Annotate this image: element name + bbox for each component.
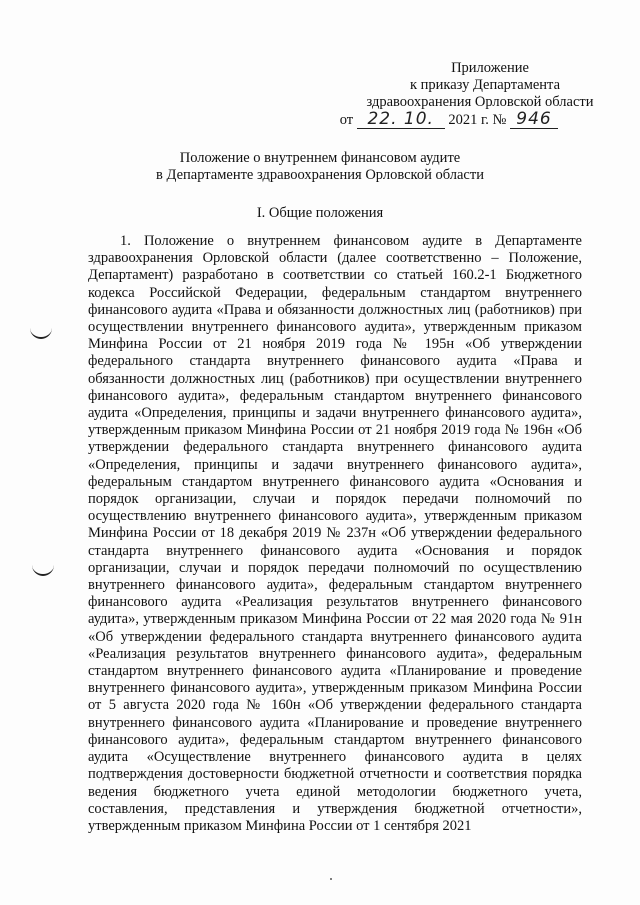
handwritten-order-number: 946 [510, 111, 558, 129]
appendix-department-line: здравоохранения Орловской области [366, 94, 594, 110]
document-title-line-1: Положение о внутреннем финансовом аудите [179, 150, 461, 166]
handwritten-date: 22. 10. [357, 111, 445, 129]
scan-speck [330, 878, 332, 880]
section-heading: I. Общие положения [256, 205, 384, 221]
year-number-label: 2021 г. № [448, 112, 507, 128]
appendix-title: Приложение [451, 60, 529, 76]
document-title-line-2: в Департаменте здравоохранения Орловской области [156, 167, 484, 183]
appendix-header [300, 60, 600, 129]
date-prefix: от [339, 112, 354, 128]
appendix-date-line [300, 111, 600, 129]
appendix-order-line: к приказу Департамента [409, 77, 561, 93]
paragraph-1: 1. Положение о внутреннем финансовом аудите в Департаменте здравоохранения Орловской области (далее соответственно – Положение, Департамент) разработано в соответствии со статьей 160.2-1 Бюджетного кодекса Российской Федерации, федеральным стандартом внутреннего финансового аудита «Права и обязанности должностных лиц (работников) при осуществлении внутреннего финансового аудита», утвержденным приказом Минфина России от 21 ноября 2019 года № 195н «Об утверждении федерального стандарта внутреннего финансового аудита «Права и обязанности должностных лиц (работников) при осуществлении внутреннего финансового аудита», федеральным стандартом внутреннего финансового аудита «Определения, принципы и задачи внутреннего финансового аудита», утвержденным приказом Минфина России от 21 ноября 2019 года № 196н «Об утверждении федерального стандарта внутреннего финансового аудита «Определения, принципы и задачи внутреннего финансового аудита», федеральным стандартом внутреннего финансового аудита «Основания и порядок организации, случаи и порядок передачи полномочий по осуществлению внутреннего финансового аудита», утвержденным приказом Минфина России от 18 декабря 2019 № 237н «Об утверждении федерального стандарта внутреннего финансового аудита «Основания и порядок организации, случаи и порядок передачи полномочий по осуществлению внутреннего финансового аудита», федеральным стандартом внутреннего финансового аудита «Реализация результатов внутреннего финансового аудита», утвержденным приказом Минфина России от 22 мая 2020 года № 91н «Об утверждении федерального стандарта внутреннего финансового аудита «Реализация результатов внутреннего финансового аудита», федеральным стандартом внутреннего финансового аудита «Планирование и проведение внутреннего финансового аудита», утвержденным приказом Минфина России от 5 августа 2020 года № 160н «Об утверждении федерального стандарта внутреннего финансового аудита «Планирование и проведение внутреннего финансового аудита», федеральным стандартом внутреннего финансового аудита «Осуществление внутреннего финансового аудита в целях подтверждения достоверности бюджетной отчетности и соответствия порядка ведения бюджетного учета единой методологии бюджетного учета, составления, представления и утверждения бюджетной отчетности», утвержденным приказом Минфина России от 1 сентября 2021 [88, 233, 582, 834]
document-title [110, 150, 530, 184]
margin-mark-icon [30, 325, 52, 339]
margin-mark-icon [32, 562, 54, 576]
